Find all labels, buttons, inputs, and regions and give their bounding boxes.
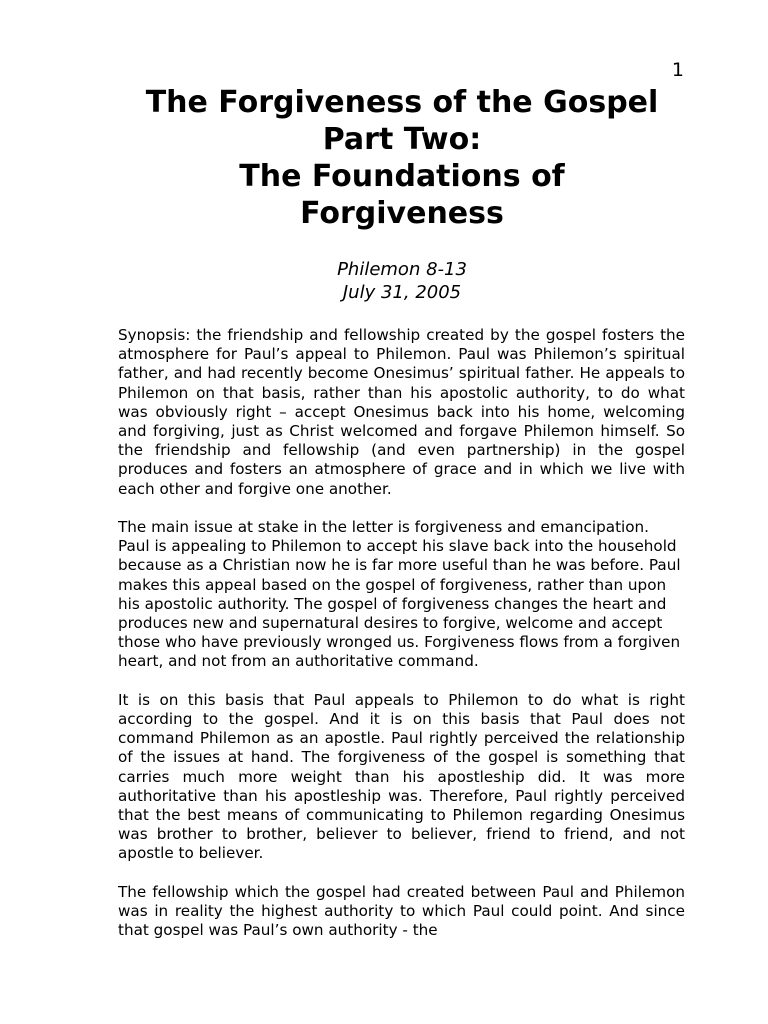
scripture-reference-block <box>112 258 692 304</box>
title-line: Forgiveness <box>300 196 504 231</box>
synopsis-paragraph: Synopsis: the friendship and fellowship created by the gospel fosters the atmosphere for Paul’s appeal to Philemon. Paul was Philemon’s spiritual father, and had recently become Onesimus’ spiritual father. He appeals to Philemon on that basis, rather than his apostolic authority, to do what was obviously right – accept Onesimus back into his home, welcoming and forgiving, just as Christ welcomed and forgave Philemon himself. So the friendship and fellowship (and even partnership) in the gospel produces and fosters an atmosphere of grace and in which we live with each other and forgive one another. <box>118 326 685 498</box>
title-line: The Foundations of <box>239 159 565 194</box>
title-line: Part Two: <box>322 122 482 157</box>
page-number: 1 <box>671 59 684 81</box>
body-paragraph: The fellowship which the gospel had created between Paul and Philemon was in reality the highest authority to which Paul could point. And since that gospel was Paul’s own authority - the <box>118 882 685 940</box>
sermon-date: July 31, 2005 <box>342 282 462 303</box>
document-title <box>112 84 692 232</box>
body-text <box>118 326 685 960</box>
scripture-reference: Philemon 8-13 <box>337 259 467 280</box>
body-paragraph: The main issue at stake in the letter is forgiveness and emancipation. Paul is appealing to Philemon to accept his slave back into the household because as a Christian now he is far more useful than he was before. Paul makes this appeal based on the gospel of forgiveness, rather than upon his apostolic authority. The gospel of forgiveness changes the heart and produces new and supernatural desires to forgive, welcome and accept those who have previously wronged us. Forgiveness flows from a forgiven heart, and not from an authoritative command. <box>118 518 681 671</box>
title-line: The Forgiveness of the Gospel <box>145 85 659 120</box>
body-paragraph: It is on this basis that Paul appeals to Philemon to do what is right according to the gospel. And it is on this basis that Paul does not command Philemon as an apostle. Paul rightly perceived the relationship of the issues at hand. The forgiveness of the gospel is something that carries much more weight than his apostleship did. It was more authoritative than his apostleship was. Therefore, Paul rightly perceived that the best means of communicating to Philemon regarding Onesimus was brother to brother, believer to believer, friend to friend, and not apostle to believer. <box>118 690 685 863</box>
